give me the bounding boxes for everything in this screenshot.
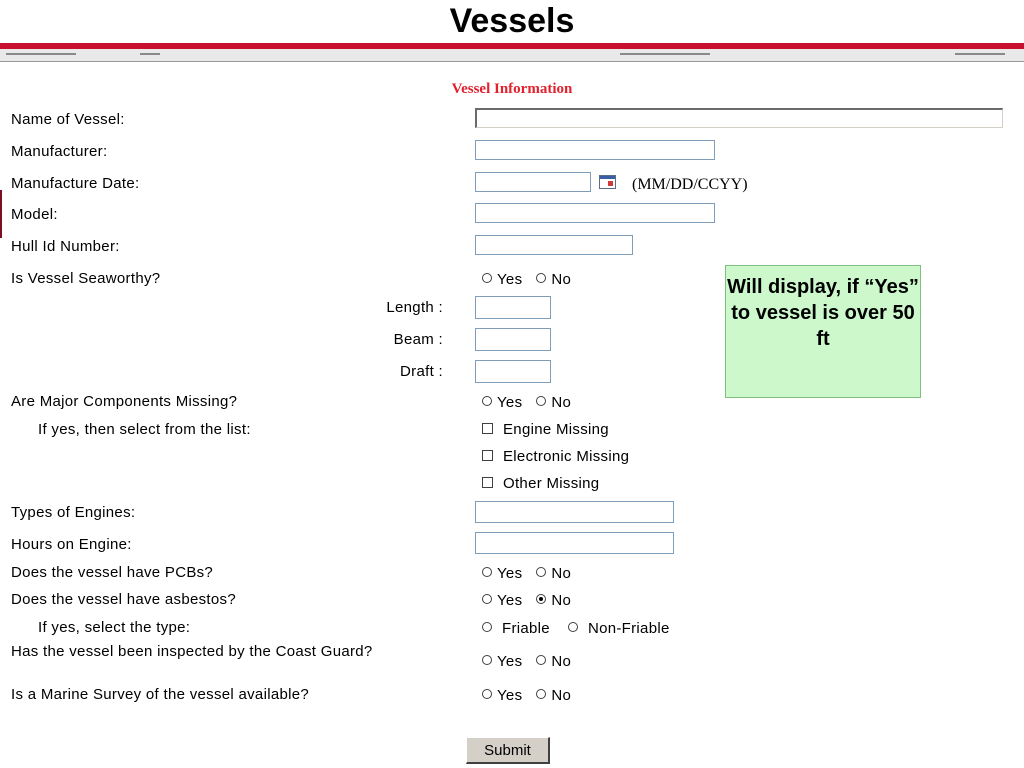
- manufacturer-input[interactable]: [475, 140, 715, 160]
- yes-label: Yes: [497, 653, 523, 670]
- asbestos-no-radio[interactable]: [536, 594, 546, 604]
- browser-toolbar-strip: [0, 49, 1024, 62]
- hull-id-input[interactable]: [475, 235, 633, 255]
- name-label: Name of Vessel:: [11, 111, 125, 128]
- pcbs-yes-radio[interactable]: [482, 567, 492, 577]
- toolbar-stub: [140, 53, 160, 55]
- draft-label: Draft :: [400, 363, 443, 380]
- manufacturer-label: Manufacturer:: [11, 143, 108, 160]
- coast-guard-options: [482, 653, 571, 670]
- marine-survey-options: [482, 687, 571, 704]
- pcbs-no-radio[interactable]: [536, 567, 546, 577]
- friable-label: Friable: [502, 620, 550, 637]
- draft-input[interactable]: [475, 360, 551, 383]
- yes-label: Yes: [497, 271, 523, 288]
- model-input[interactable]: [475, 203, 715, 223]
- engine-missing-option: [482, 421, 609, 438]
- other-missing-checkbox[interactable]: [482, 477, 493, 488]
- pcbs-label: Does the vessel have PCBs?: [11, 564, 214, 581]
- electronic-missing-option: [482, 448, 629, 465]
- pcbs-options: [482, 565, 571, 582]
- asbestos-type-options: [482, 620, 670, 637]
- engine-missing-checkbox[interactable]: [482, 423, 493, 434]
- components-yes-radio[interactable]: [482, 396, 492, 406]
- marine-survey-yes-radio[interactable]: [482, 689, 492, 699]
- non-friable-radio[interactable]: [568, 622, 578, 632]
- no-label: No: [551, 394, 572, 411]
- no-label: No: [551, 687, 572, 704]
- submit-button[interactable]: Submit: [466, 737, 550, 764]
- no-label: No: [551, 653, 572, 670]
- yes-label: Yes: [497, 592, 523, 609]
- no-label: No: [551, 271, 572, 288]
- display-condition-note: Will display, if “Yes” to vessel is over 50 ft: [725, 265, 921, 398]
- toolbar-stub: [955, 53, 1005, 55]
- other-missing-option: [482, 475, 599, 492]
- asbestos-options: [482, 592, 571, 609]
- engine-hours-input[interactable]: [475, 532, 674, 554]
- electronic-missing-label: Electronic Missing: [503, 448, 630, 465]
- seaworthy-label: Is Vessel Seaworthy?: [11, 270, 161, 287]
- toolbar-stub: [6, 53, 76, 55]
- asbestos-type-label: If yes, select the type:: [38, 619, 191, 636]
- length-label: Length :: [386, 299, 443, 316]
- asbestos-label: Does the vessel have asbestos?: [11, 591, 236, 608]
- engine-hours-label: Hours on Engine:: [11, 536, 132, 553]
- electronic-missing-checkbox[interactable]: [482, 450, 493, 461]
- no-label: No: [551, 592, 572, 609]
- marine-survey-no-radio[interactable]: [536, 689, 546, 699]
- manufacture-date-input[interactable]: [475, 172, 591, 192]
- components-missing-label: Are Major Components Missing?: [11, 393, 238, 410]
- beam-label: Beam :: [393, 331, 443, 348]
- seaworthy-options: [482, 271, 571, 288]
- date-format-hint: (MM/DD/CCYY): [632, 176, 748, 193]
- name-input[interactable]: [475, 108, 1003, 128]
- no-label: No: [551, 565, 572, 582]
- engine-missing-label: Engine Missing: [503, 421, 609, 438]
- slide-title: Vessels: [449, 2, 575, 40]
- coast-guard-no-radio[interactable]: [536, 655, 546, 665]
- seaworthy-no-radio[interactable]: [536, 273, 546, 283]
- components-no-radio[interactable]: [536, 396, 546, 406]
- asbestos-yes-radio[interactable]: [482, 594, 492, 604]
- engine-types-label: Types of Engines:: [11, 504, 136, 521]
- yes-label: Yes: [497, 565, 523, 582]
- marine-survey-label: Is a Marine Survey of the vessel available?: [11, 686, 310, 703]
- coast-guard-label: Has the vessel been inspected by the Coast Guard?: [11, 643, 373, 660]
- yes-label: Yes: [497, 687, 523, 704]
- model-label: Model:: [11, 206, 58, 223]
- yes-label: Yes: [497, 394, 523, 411]
- engine-types-input[interactable]: [475, 501, 674, 523]
- manufacture-date-label: Manufacture Date:: [11, 175, 140, 192]
- seaworthy-yes-radio[interactable]: [482, 273, 492, 283]
- hull-id-label: Hull Id Number:: [11, 238, 120, 255]
- components-list-label: If yes, then select from the list:: [38, 421, 251, 438]
- friable-radio[interactable]: [482, 622, 492, 632]
- components-missing-options: [482, 394, 571, 411]
- calendar-icon[interactable]: [599, 175, 616, 189]
- form-heading: Vessel Information: [451, 81, 573, 97]
- beam-input[interactable]: [475, 328, 551, 351]
- left-accent-bar: [0, 190, 2, 238]
- other-missing-label: Other Missing: [503, 475, 600, 492]
- coast-guard-yes-radio[interactable]: [482, 655, 492, 665]
- non-friable-label: Non-Friable: [587, 620, 670, 637]
- length-input[interactable]: [475, 296, 551, 319]
- toolbar-stub: [620, 53, 710, 55]
